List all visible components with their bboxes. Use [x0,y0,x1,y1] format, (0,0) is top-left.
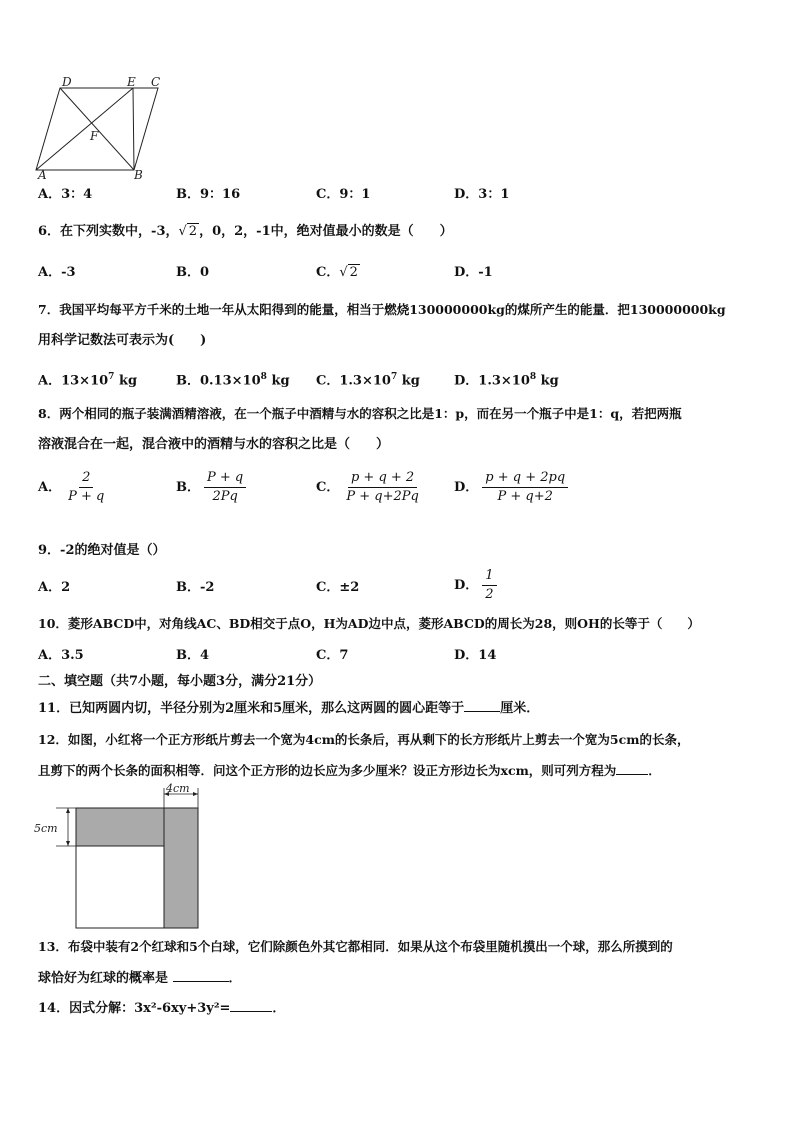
q7-option-d [454,367,559,391]
q6-option-b: B．0 [176,265,210,280]
q10-option-b: B．4 [176,648,210,663]
q9-option-a: A．2 [38,580,71,595]
q9-option-c: C．±2 [316,580,360,595]
q7-option-b [176,367,290,391]
square-strips-figure [34,782,214,932]
q7-b-exp: 8 [260,372,267,382]
q7-line2: 用科学记数法可表示为( ) [38,333,207,348]
q10-stem: 10．菱形ABCD中，对角线AC、BD相交于点O，H为AD边中点，菱形ABCD的周长为28，则OH的长等于（ ） [38,616,700,631]
q14-answer-blank[interactable] [230,1011,272,1012]
q10-option-a: A．3.5 [38,648,84,663]
q7-b-unit: kg [271,373,290,389]
q8-c-den: P + q+2Pq [346,489,419,504]
q8-b-label: B． [176,480,200,495]
sqrt-symbol: √ 2 [339,265,358,280]
q8-a-num: 2 [79,470,93,488]
q7-option-a [38,367,137,391]
q7-a-unit: kg [118,373,138,389]
q13-line2-b: ． [228,971,242,986]
q5-option-d: D．3：1 [454,187,510,202]
q6-radicand: 2 [188,224,198,239]
q11-text-b: 厘米． [500,701,540,716]
q9-stem: 9．-2的绝对值是（） [38,543,166,558]
q7-a-label: A．13×10 [38,373,109,389]
q12-line2 [38,761,661,781]
label-A: A [38,168,47,182]
q8-c-fraction [343,470,421,505]
q8-a-label: A． [38,480,62,495]
q6-option-c-radicand: 2 [349,265,358,280]
q7-d-exp: 8 [529,372,537,382]
q7-a-exp: 7 [108,372,115,382]
q8-line2: 溶液混合在一起，混合液中的酒精与水的容积之比是（ ） [38,437,390,452]
q8-b-fraction [204,470,246,505]
q9-d-den: 2 [485,587,494,602]
q9-d-label: D． [454,578,479,593]
q12-answer-blank[interactable] [616,774,648,775]
q6-option-d: D．-1 [454,265,493,280]
q8-d-num: p + q + 2pq [482,470,568,488]
label-B: B [134,168,143,182]
q5-option-c: C．9：1 [316,187,371,202]
q6-stem-part-a: 6．在下列实数中，-3， [38,224,179,239]
q9-d-num: 1 [482,568,496,586]
label-5cm: 5cm [34,822,58,835]
q8-b-den: 2Pq [212,489,238,504]
q10-option-c: C．7 [316,648,349,663]
q11-answer-blank[interactable] [464,711,500,712]
q7-c-label: C．1.3×10 [316,373,391,389]
q14-text-b: ． [272,1001,286,1016]
parallelogram-figure [30,74,180,184]
q9-option-d [454,568,497,603]
q11-text-a: 11．已知两圆内切，半径分别为2厘米和5厘米，那么这两圆的圆心距等于 [38,701,465,716]
label-C: C [151,75,161,89]
q8-option-a [38,470,107,505]
q5-option-a: A．3：4 [38,187,93,202]
q6-stem-part-b: ，0，2，-1中，绝对值最小的数是（ ） [199,224,453,239]
label-D: D [62,75,72,89]
section-heading: 二、填空题（共7小题，每小题3分，满分21分） [38,674,322,689]
q12-line2-a: 且剪下的两个长条的面积相等．问这个正方形的边长应为多少厘米？设正方形边长为xcm，则可列方程为 [38,763,617,778]
q9-d-fraction [482,568,496,603]
q10-option-d: D．14 [454,648,497,663]
q8-c-num: p + q + 2 [348,470,417,488]
q8-b-num: P + q [204,470,246,488]
q8-option-b [176,470,246,505]
q14-text-a: 14．因式分解：3x²-6xy+3y²= [38,1001,231,1016]
q7-option-c [316,367,420,391]
q8-option-c [316,470,422,505]
q13-line1: 13．布袋中装有2个红球和5个白球，它们除颜色外其它都相同．如果从这个布袋里随机摸出一个球，那么所摸到的 [38,939,673,954]
q7-d-label: D．1.3×10 [454,373,530,389]
q13-line2 [38,969,242,989]
q6-stem [38,222,453,242]
q6-option-a: A．-3 [38,265,76,280]
q8-a-fraction [65,470,107,505]
q14-text [38,999,285,1019]
q7-c-exp: 7 [390,372,398,382]
q6-option-c [316,263,360,283]
q8-a-den: P + q [68,489,105,504]
label-F: F [90,129,99,143]
q13-answer-blank[interactable] [173,981,229,982]
q7-d-unit: kg [540,373,559,389]
q12-line1: 12．如图，小红将一个正方形纸片剪去一个宽为4cm的长条后，再从剩下的长方形纸片上剪去一个宽为5cm的长条， [38,732,690,747]
sqrt-symbol: √ 2 [178,224,198,239]
label-4cm: 4cm [166,782,190,795]
q8-d-label: D． [454,480,479,495]
q8-line1: 8．两个相同的瓶子装满酒精溶液，在一个瓶子中酒精与水的容积之比是1：p，而在另一个瓶子中是1：q，若把两瓶 [38,406,682,421]
q6-option-c-label: C． [316,265,340,280]
q8-d-fraction [482,470,568,505]
q8-option-d [454,470,568,505]
q13-line2-a: 球恰好为红球的概率是 [38,971,169,986]
q12-line2-b: ． [648,763,661,778]
q7-c-unit: kg [401,373,420,389]
label-E: E [127,75,136,89]
q5-option-b: B．9：16 [176,187,241,202]
q8-d-den: P + q+2 [497,489,553,504]
q11-text [38,699,539,719]
q9-option-b: B．-2 [176,580,215,595]
q7-line1: 7．我国平均每平方千米的土地一年从太阳得到的能量，相当于燃烧130000000kg的煤所产生的能量．把130000000kg [38,302,726,317]
q8-c-label: C． [316,480,340,495]
q7-b-label: B．0.13×10 [176,373,261,389]
